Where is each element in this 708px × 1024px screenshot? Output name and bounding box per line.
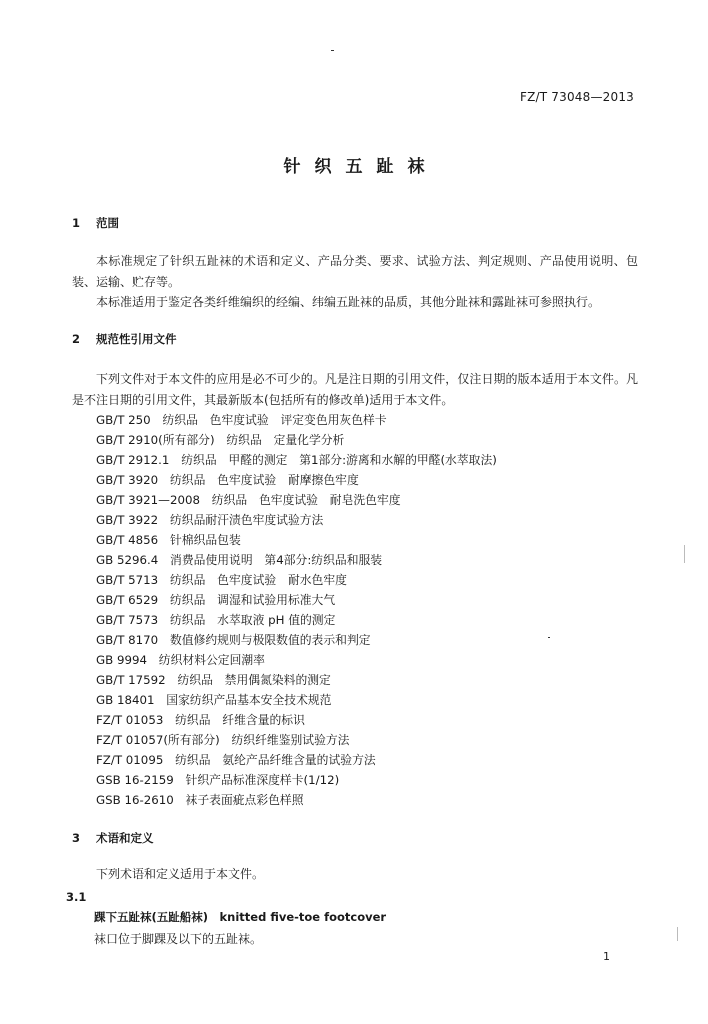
document-title: 针织五趾袜 xyxy=(283,157,439,177)
page-number: 1 xyxy=(603,950,610,963)
section-number: 3 xyxy=(72,831,81,845)
term-definition: 袜口位于脚踝及以下的五趾袜。 xyxy=(94,932,263,946)
section-1-paragraph: 本标准适用于鉴定各类纤维编织的经编、纬编五趾袜的品质，其他分趾袜和露趾袜可参照执行。 xyxy=(96,295,601,309)
term-number: 3.1 xyxy=(66,890,87,904)
section-title: 规范性引用文件 xyxy=(96,332,177,346)
reference-item: GSB 16-2610 袜子表面疵点彩色样照 xyxy=(96,793,304,807)
section-1-paragraph: 本标准规定了针织五趾袜的术语和定义、产品分类、要求、试验方法、判定规则、产品使用说明、包装、运输、贮存等。 xyxy=(72,254,638,289)
reference-item: GB/T 17592 纺织品 禁用偶氮染料的测定 xyxy=(96,673,331,687)
scan-speck xyxy=(548,637,550,638)
reference-item: FZ/T 01057(所有部分) 纺织纤维鉴别试验方法 xyxy=(96,733,350,747)
section-1-heading xyxy=(72,215,119,231)
reference-item: GSB 16-2159 针织产品标准深度样卡(1/12) xyxy=(96,773,340,787)
scan-speck xyxy=(684,545,685,563)
standard-code: FZ/T 73048—2013 xyxy=(519,90,634,104)
section-title: 范围 xyxy=(96,216,119,230)
reference-item: FZ/T 01095 纺织品 氨纶产品纤维含量的试验方法 xyxy=(96,753,376,767)
scan-speck xyxy=(677,927,678,941)
reference-item: GB/T 3921—2008 纺织品 色牢度试验 耐皂洗色牢度 xyxy=(96,493,401,507)
reference-item: GB/T 8170 数值修约规则与极限数值的表示和判定 xyxy=(96,633,371,647)
reference-item: GB/T 2910(所有部分) 纺织品 定量化学分析 xyxy=(96,433,345,447)
section-number: 2 xyxy=(72,332,81,346)
section-2-intro: 下列文件对于本文件的应用是必不可少的。凡是注日期的引用文件，仅注日期的版本适用于本文件。凡是不注日期的引用文件，其最新版本(包括所有的修改单)适用于本文件。 xyxy=(72,372,638,407)
section-2-heading xyxy=(72,331,177,347)
reference-item: GB 18401 国家纺织产品基本安全技术规范 xyxy=(96,693,332,707)
reference-item: GB/T 3920 纺织品 色牢度试验 耐摩擦色牢度 xyxy=(96,473,359,487)
section-3-heading xyxy=(72,830,154,846)
reference-item: GB/T 7573 纺织品 水萃取液 pH 值的测定 xyxy=(96,613,336,627)
reference-item: FZ/T 01053 纺织品 纤维含量的标识 xyxy=(96,713,305,727)
section-3-intro: 下列术语和定义适用于本文件。 xyxy=(96,867,265,881)
reference-item: GB/T 6529 纺织品 调湿和试验用标准大气 xyxy=(96,593,336,607)
reference-item: GB/T 5713 纺织品 色牢度试验 耐水色牢度 xyxy=(96,573,347,587)
reference-item: GB 5296.4 消费品使用说明 第4部分:纺织品和服装 xyxy=(96,553,383,567)
term-title: 踝下五趾袜(五趾船袜) knitted five-toe footcover xyxy=(94,910,387,924)
reference-item: GB/T 2912.1 纺织品 甲醛的测定 第1部分:游离和水解的甲醛(水萃取法) xyxy=(96,453,497,467)
scan-speck xyxy=(331,50,334,51)
reference-item: GB/T 3922 纺织品耐汗渍色牢度试验方法 xyxy=(96,513,324,527)
section-title: 术语和定义 xyxy=(96,831,154,845)
reference-item: GB 9994 纺织材料公定回潮率 xyxy=(96,653,265,667)
reference-item: GB/T 4856 针棉织品包装 xyxy=(96,533,241,547)
reference-item: GB/T 250 纺织品 色牢度试验 评定变色用灰色样卡 xyxy=(96,413,387,427)
section-number: 1 xyxy=(72,216,81,230)
